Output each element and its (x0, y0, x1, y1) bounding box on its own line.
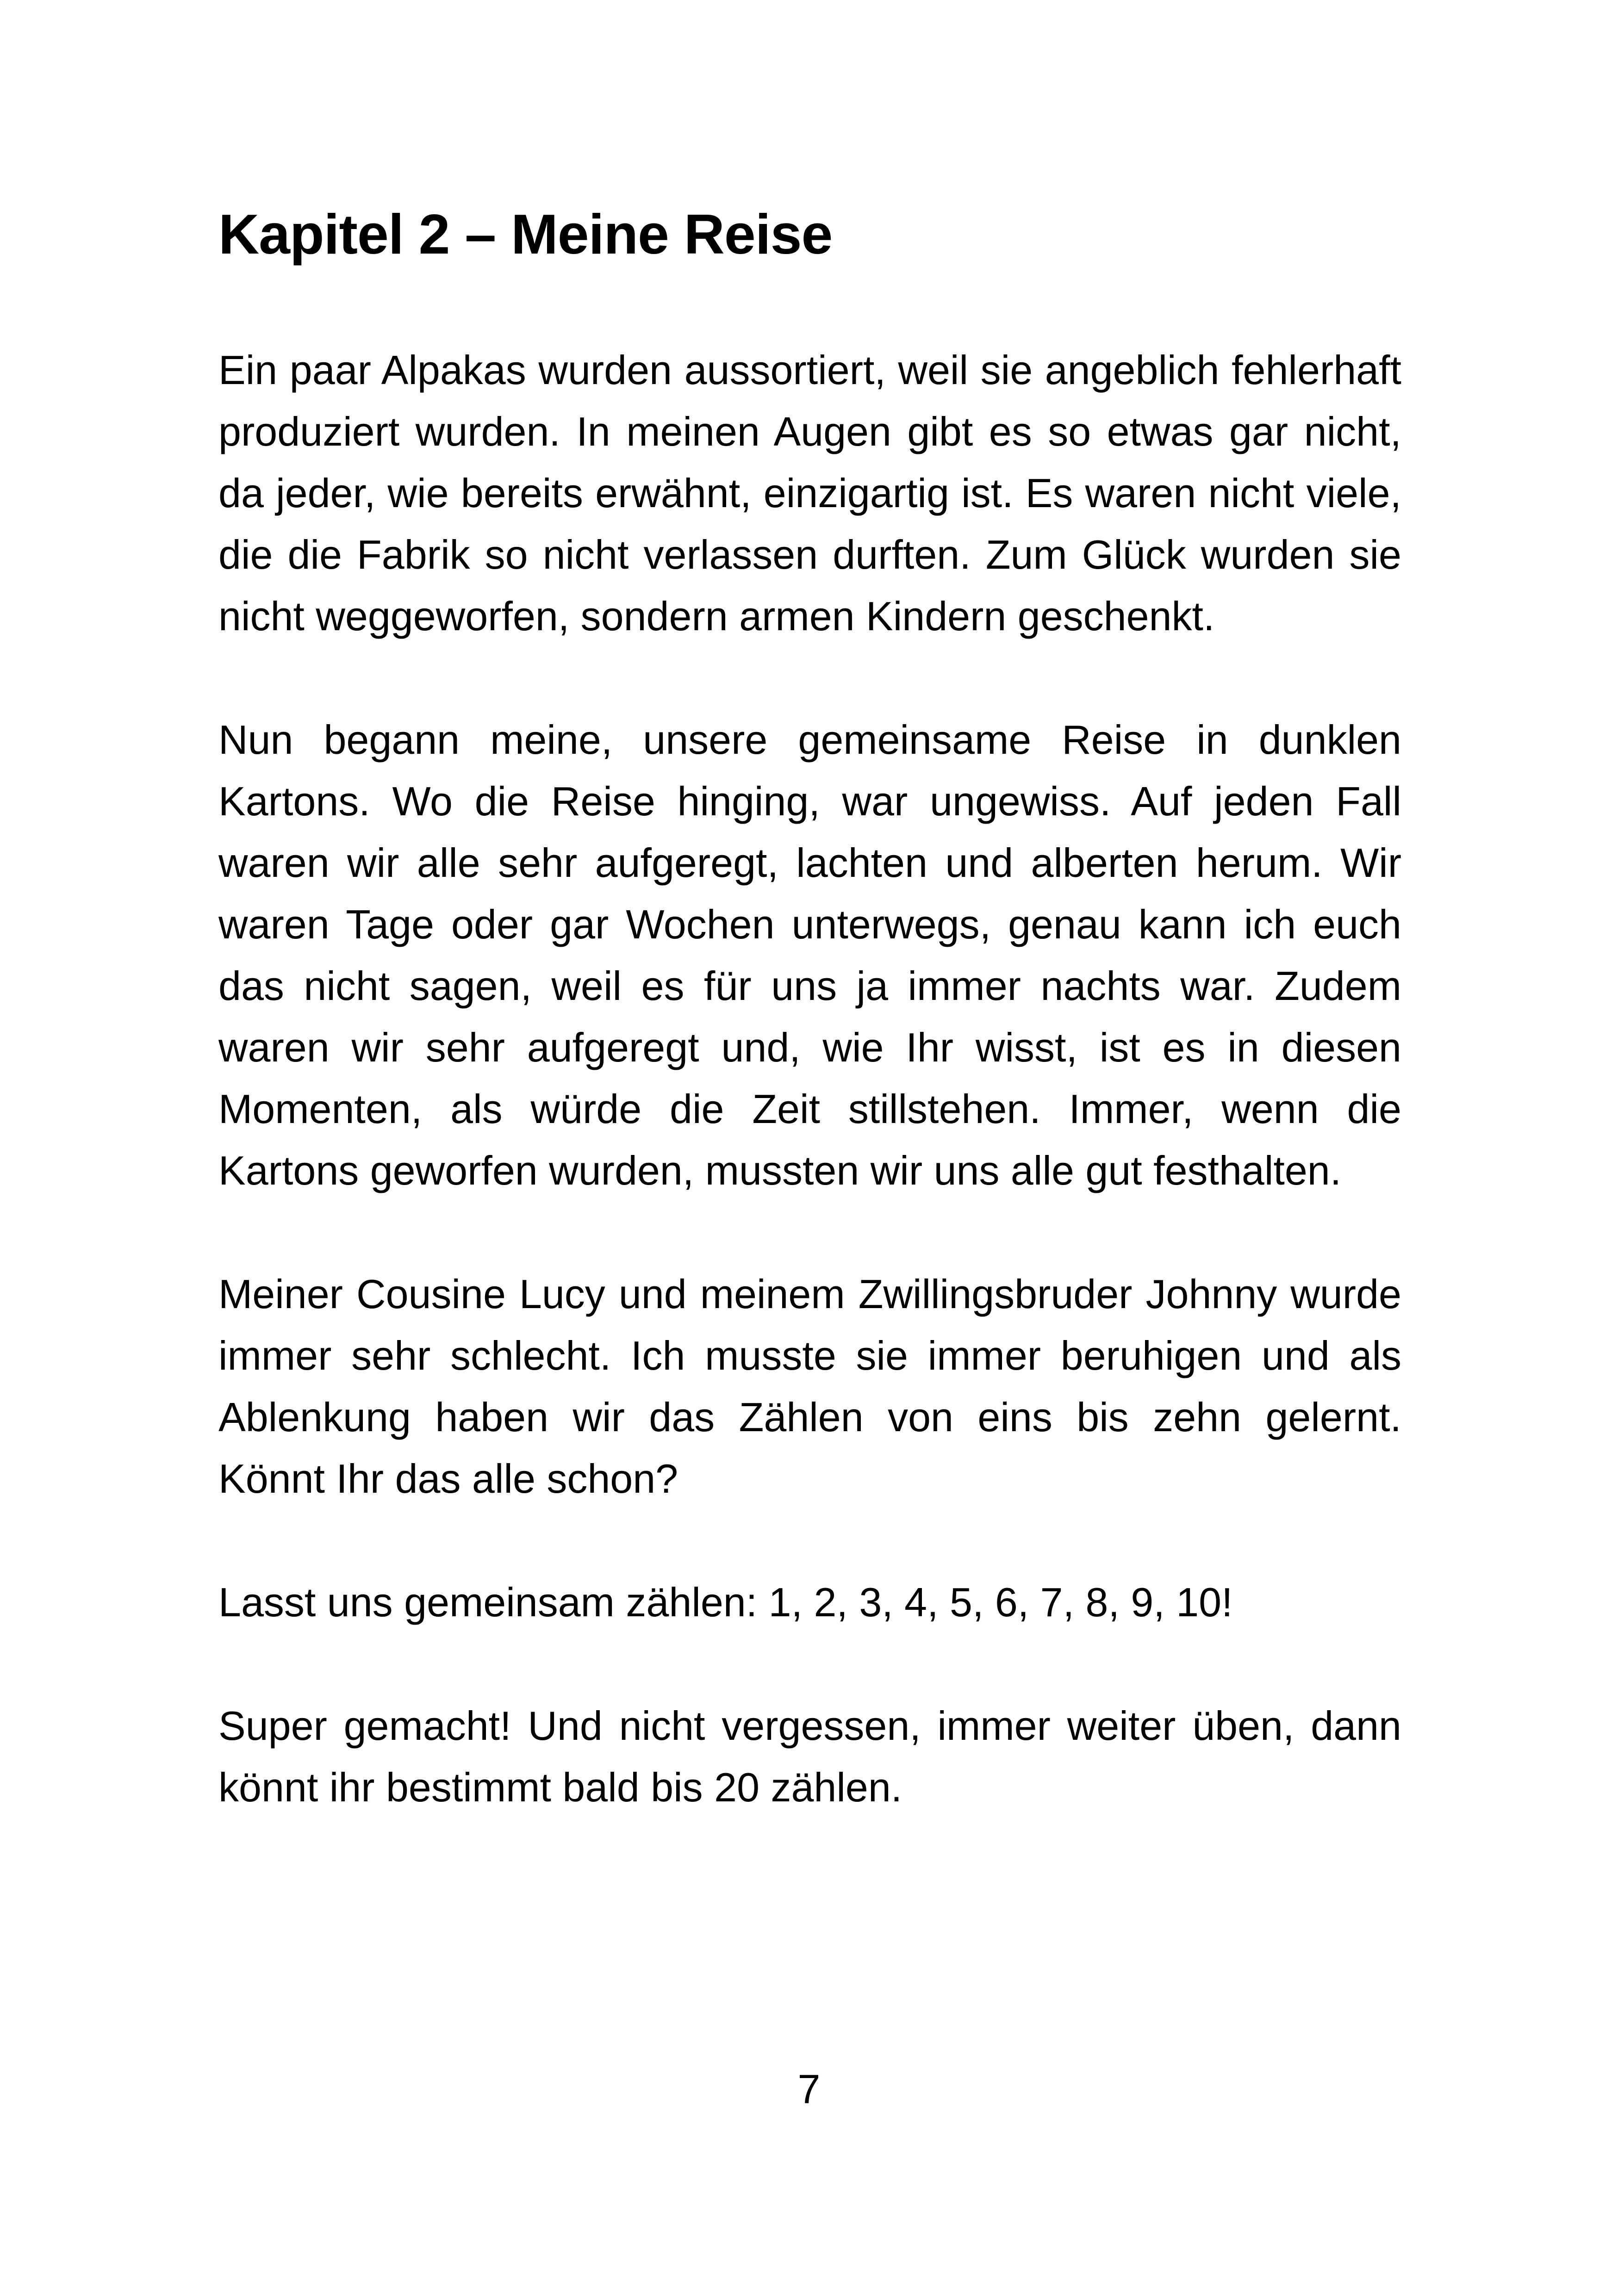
paragraph: Lasst uns gemeinsam zählen: 1, 2, 3, 4, 5, 6, 7, 8, 9, 10! (218, 1579, 1233, 1625)
paragraph: Ein paar Alpakas wurden aussortiert, weil sie angeblich fehlerhaft produziert wurden. In meinen Augen gibt es so etwas gar nicht, da jeder, wie bereits erwähnt, einzigartig ist. Es waren nicht viele, die die Fabrik so nicht verlassen durften. Zum Glück wurden sie nicht weggeworfen, sondern armen Kindern geschenkt. (218, 347, 1401, 639)
page-content (218, 199, 1401, 1880)
chapter-title: Kapitel 2 – Meine Reise (218, 203, 833, 266)
page-number: 7 (797, 2066, 821, 2112)
paragraph: Nun begann meine, unsere gemeinsame Reise in dunklen Kartons. Wo die Reise hinging, war ungewiss. Auf jeden Fall waren wir alle sehr aufgeregt, lachten und alberten herum. Wir waren Tage oder gar Wochen unterwegs, genau kann ich euch das nicht sagen, weil es für uns ja immer nachts war. Zudem waren wir sehr aufgeregt und, wie Ihr wisst, ist es in diesen Momenten, als würde die Zeit stillstehen. Immer, wenn die Kartons geworfen wurden, mussten wir uns alle gut festhalten. (218, 716, 1401, 1193)
paragraph: Super gemacht! Und nicht vergessen, immer weiter üben, dann könnt ihr bestimmt bald bis 20 zählen. (218, 1702, 1401, 1810)
paragraph: Meiner Cousine Lucy und meinem Zwillingsbruder Johnny wurde immer sehr schlecht. Ich musste sie immer beruhigen und als Ablenkung haben wir das Zählen von eins bis zehn gelernt. Könnt Ihr das alle schon? (218, 1271, 1401, 1502)
